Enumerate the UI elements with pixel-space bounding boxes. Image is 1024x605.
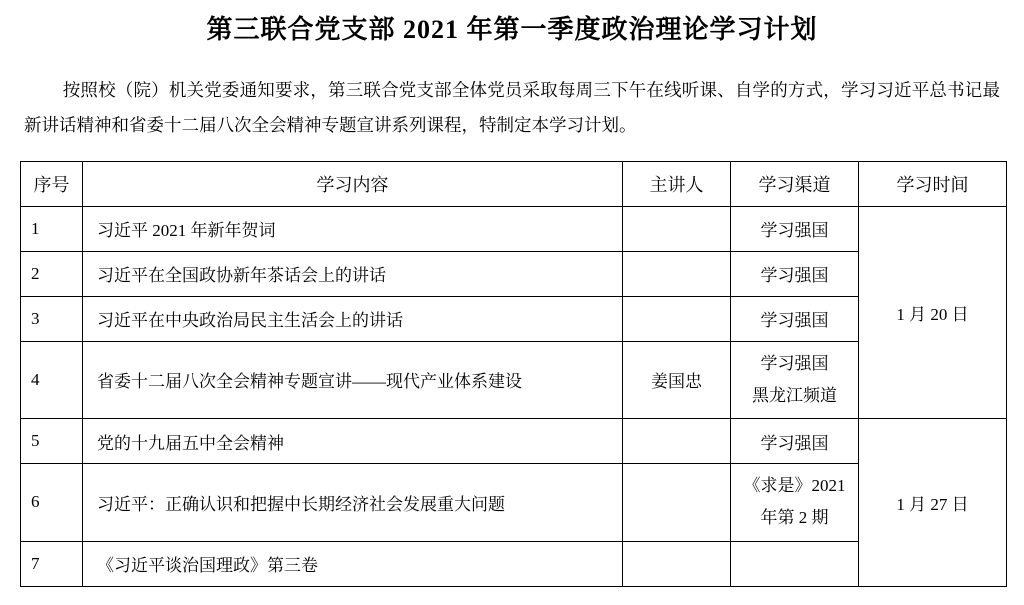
table-header-row bbox=[21, 161, 1007, 206]
cell-content: 党的十九届五中全会精神 bbox=[83, 419, 623, 464]
cell-speaker bbox=[623, 541, 731, 586]
cell-channel bbox=[731, 541, 859, 586]
cell-content: 《习近平谈治国理政》第三卷 bbox=[83, 541, 623, 586]
document-page bbox=[0, 14, 1024, 605]
cell-no: 6 bbox=[21, 464, 83, 542]
header-time: 学习时间 bbox=[859, 161, 1007, 206]
intro-text: 按照校（院）机关党委通知要求，第三联合党支部全体党员采取每周三下午在线听课、自学的方式，学习习近平总书记最新讲话精神和省委十二届八次全会精神专题宣讲系列课程，特制定本学习计划。 bbox=[24, 79, 1000, 135]
cell-no: 1 bbox=[21, 206, 83, 251]
cell-speaker bbox=[623, 419, 731, 464]
cell-content: 习近平：正确认识和把握中长期经济社会发展重大问题 bbox=[83, 464, 623, 542]
cell-no: 4 bbox=[21, 341, 83, 419]
cell-speaker bbox=[623, 206, 731, 251]
cell-channel-line2: 黑龙江频道 bbox=[752, 385, 837, 405]
cell-content: 习近平 2021 年新年贺词 bbox=[83, 206, 623, 251]
cell-time-group-2: 1 月 27 日 bbox=[859, 419, 1007, 587]
cell-speaker bbox=[623, 296, 731, 341]
cell-channel bbox=[731, 464, 859, 542]
header-channel: 学习渠道 bbox=[731, 161, 859, 206]
cell-speaker bbox=[623, 464, 731, 542]
cell-content: 省委十二届八次全会精神专题宣讲——现代产业体系建设 bbox=[83, 341, 623, 419]
cell-no: 5 bbox=[21, 419, 83, 464]
cell-channel-line2: 年第 2 期 bbox=[760, 508, 829, 528]
cell-speaker: 姜国忠 bbox=[623, 341, 731, 419]
cell-no: 3 bbox=[21, 296, 83, 341]
cell-channel-line1: 《求是》2021 bbox=[743, 476, 846, 496]
cell-content: 习近平在中央政治局民主生活会上的讲话 bbox=[83, 296, 623, 341]
table-row bbox=[21, 419, 1007, 464]
cell-no: 7 bbox=[21, 541, 83, 586]
cell-speaker bbox=[623, 251, 731, 296]
cell-channel bbox=[731, 341, 859, 419]
header-speaker: 主讲人 bbox=[623, 161, 731, 206]
cell-channel: 学习强国 bbox=[731, 296, 859, 341]
cell-channel-line1: 学习强国 bbox=[760, 353, 829, 373]
cell-channel: 学习强国 bbox=[731, 251, 859, 296]
cell-time-group-1: 1 月 20 日 bbox=[859, 206, 1007, 419]
cell-no: 2 bbox=[21, 251, 83, 296]
header-no: 序号 bbox=[21, 161, 83, 206]
page-title: 第三联合党支部 2021 年第一季度政治理论学习计划 bbox=[206, 15, 818, 44]
cell-content: 习近平在全国政协新年茶话会上的讲话 bbox=[83, 251, 623, 296]
cell-channel: 学习强国 bbox=[731, 419, 859, 464]
intro-paragraph bbox=[20, 73, 1004, 143]
study-plan-table bbox=[20, 161, 1007, 587]
cell-channel: 学习强国 bbox=[731, 206, 859, 251]
header-content: 学习内容 bbox=[83, 161, 623, 206]
table-row bbox=[21, 206, 1007, 251]
